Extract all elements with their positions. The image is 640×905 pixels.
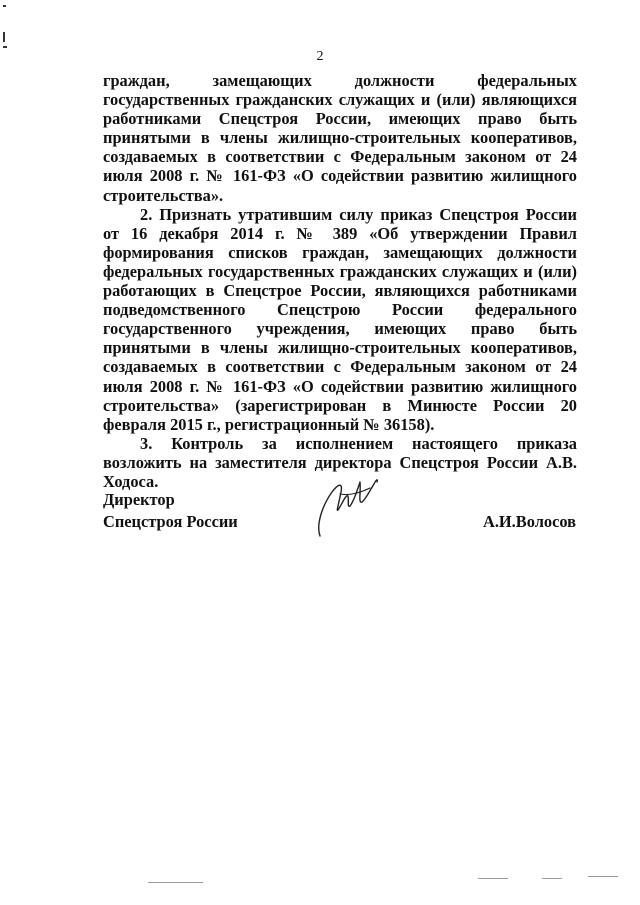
- scan-artifact: [148, 882, 203, 883]
- signatory-position-line1: Директор: [103, 490, 175, 509]
- paragraph-item-2: 2. Признать утратившим силу приказ Спецстроя России от 16 декабря 2014 г. № 389 «Об утверждении Правил формирования списков граждан, замещающих должности федеральных государственных гражданских служащих и (или) работающих в Спецстрое России, являющихся работниками подведомственного Спецстрою России федерального государственного учреждения, имеющих право быть принятыми в члены жилищно-строительных кооперативов, создаваемых в соответствии с Федеральным законом от 24 июля 2008 г. № 161-ФЗ «О содействии развитию жилищного строительства» (зарегистрирован в Минюсте России 20 февраля 2015 г., регистрационный № 36158).: [103, 204, 577, 434]
- page-number: 2: [316, 49, 324, 64]
- scan-artifact: [542, 878, 562, 879]
- scan-edge-mark: [3, 46, 7, 48]
- scan-edge-mark: [3, 32, 5, 42]
- signatory-position: [103, 489, 238, 533]
- scan-artifact: [478, 878, 508, 879]
- scan-artifact: [588, 876, 618, 877]
- signatory-position-line2: Спецстроя России: [103, 512, 238, 531]
- handwritten-signature: [310, 470, 400, 542]
- document-body: [103, 71, 577, 491]
- paragraph-item-3: 3. Контроль за исполнением настоящего приказа возложить на заместителя директора Спецстроя России А.В. Ходоса.: [103, 433, 577, 491]
- paragraph-continuation: граждан, замещающих должности федеральных государственных гражданских служащих и (или) являющихся работниками Спецстроя России, имеющих право быть принятыми в члены жилищно-строительных кооперативов, создаваемых в соответствии с Федеральным законом от 24 июля 2008 г. № 161-ФЗ «О содействии развитию жилищного строительства».: [103, 71, 577, 205]
- scan-edge-mark: [3, 5, 6, 7]
- signatory-name: А.И.Волосов: [483, 512, 576, 531]
